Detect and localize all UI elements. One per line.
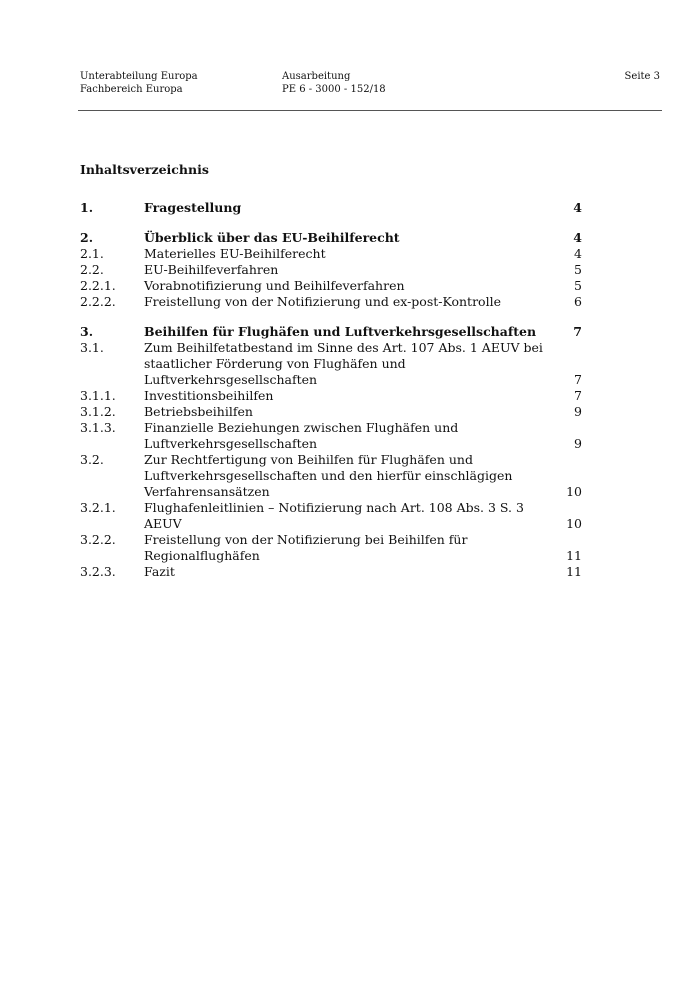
header-document-info — [282, 70, 386, 96]
table-of-contents — [80, 200, 582, 580]
toc-entry-2[interactable] — [80, 230, 582, 246]
toc-entry-3-2-1[interactable] — [80, 500, 582, 532]
header-subdivision: Unterabteilung Europa — [80, 71, 198, 82]
toc-entry-number: 3.1.1. — [80, 388, 116, 403]
toc-entry-page: 10 — [566, 516, 582, 531]
toc-entry-page: 7 — [574, 372, 582, 387]
toc-entry-title: Beihilfen für Flughäfen und Luftverkehrsgesellschaften — [144, 324, 537, 339]
toc-entry-number: 3. — [80, 324, 94, 339]
toc-entry-title: Materielles EU-Beihilferecht — [144, 246, 326, 261]
toc-entry-page: 11 — [566, 564, 582, 579]
header-doc-number: PE 6 - 3000 - 152/18 — [282, 84, 386, 95]
toc-entry-title: Freistellung von der Notifizierung bei Beihilfen für Regionalflughäfen — [144, 532, 468, 563]
toc-entry-number: 2.1. — [80, 246, 104, 261]
toc-entry-3[interactable] — [80, 324, 582, 340]
toc-entry-number: 3.1.3. — [80, 420, 116, 435]
toc-entry-page: 11 — [566, 548, 582, 563]
toc-title: Inhaltsverzeichnis — [80, 162, 209, 177]
toc-entry-2-1[interactable] — [80, 246, 582, 262]
toc-entry-title: Vorabnotifizierung und Beihilfeverfahren — [144, 278, 405, 293]
toc-entry-number: 2.2.1. — [80, 278, 116, 293]
toc-entry-2-2[interactable] — [80, 262, 582, 278]
toc-entry-page: 7 — [573, 324, 582, 339]
toc-entry-number: 1. — [80, 200, 94, 215]
toc-entry-number: 3.2. — [80, 452, 104, 467]
header-department — [80, 70, 198, 96]
toc-entry-page: 4 — [574, 246, 582, 261]
toc-entry-title: Freistellung von der Notifizierung und ex-post-Kontrolle — [144, 294, 501, 309]
toc-entry-title: Zum Beihilfetatbestand im Sinne des Art. 107 Abs. 1 AEUV bei staatlicher Förderung von Flughäfen und Luftverkehrsgesellschaften — [144, 340, 543, 387]
toc-entry-title: Finanzielle Beziehungen zwischen Flughäfen und Luftverkehrsgesellschaften — [144, 420, 459, 451]
toc-entry-number: 2.2. — [80, 262, 104, 277]
toc-entry-number: 3.1. — [80, 340, 104, 355]
toc-entry-3-1[interactable] — [80, 340, 582, 388]
toc-entry-3-1-2[interactable] — [80, 404, 582, 420]
toc-entry-title: Fragestellung — [144, 200, 242, 215]
toc-entry-title: Überblick über das EU-Beihilferecht — [144, 230, 400, 245]
toc-entry-2-2-1[interactable] — [80, 278, 582, 294]
header-divider — [78, 110, 662, 111]
toc-entry-number: 2. — [80, 230, 94, 245]
toc-entry-page: 5 — [574, 262, 582, 277]
toc-entry-1[interactable] — [80, 200, 582, 216]
toc-entry-2-2-2[interactable] — [80, 294, 582, 310]
toc-entry-title: Investitionsbeihilfen — [144, 388, 274, 403]
toc-entry-number: 3.2.3. — [80, 564, 116, 579]
toc-entry-page: 4 — [573, 200, 582, 215]
toc-entry-page: 7 — [574, 388, 582, 403]
toc-entry-3-2-3[interactable] — [80, 564, 582, 580]
toc-entry-title: Flughafenleitlinien – Notifizierung nach Art. 108 Abs. 3 S. 3 AEUV — [144, 500, 524, 531]
toc-entry-title: EU-Beihilfeverfahren — [144, 262, 279, 277]
toc-entry-3-1-1[interactable] — [80, 388, 582, 404]
header-doc-type: Ausarbeitung — [282, 71, 351, 82]
toc-entry-title: Betriebsbeihilfen — [144, 404, 253, 419]
toc-entry-number: 3.2.2. — [80, 532, 116, 547]
toc-entry-3-2-2[interactable] — [80, 532, 582, 564]
toc-entry-number: 2.2.2. — [80, 294, 116, 309]
toc-entry-page: 4 — [573, 230, 582, 245]
toc-entry-number: 3.2.1. — [80, 500, 116, 515]
toc-entry-page: 6 — [574, 294, 582, 309]
toc-entry-title: Fazit — [144, 564, 175, 579]
toc-entry-page: 9 — [574, 404, 582, 419]
toc-entry-page: 10 — [566, 484, 582, 499]
toc-entry-title: Zur Rechtfertigung von Beihilfen für Flughäfen und Luftverkehrsgesellschaften und den hierfür einschlägigen Verfahrensansätzen — [144, 452, 513, 499]
toc-entry-3-1-3[interactable] — [80, 420, 582, 452]
toc-entry-page: 9 — [574, 436, 582, 451]
toc-entry-number: 3.1.2. — [80, 404, 116, 419]
header-section: Fachbereich Europa — [80, 84, 183, 95]
toc-entry-page: 5 — [574, 278, 582, 293]
toc-entry-3-2[interactable] — [80, 452, 582, 500]
header-page-number: Seite 3 — [624, 71, 660, 82]
